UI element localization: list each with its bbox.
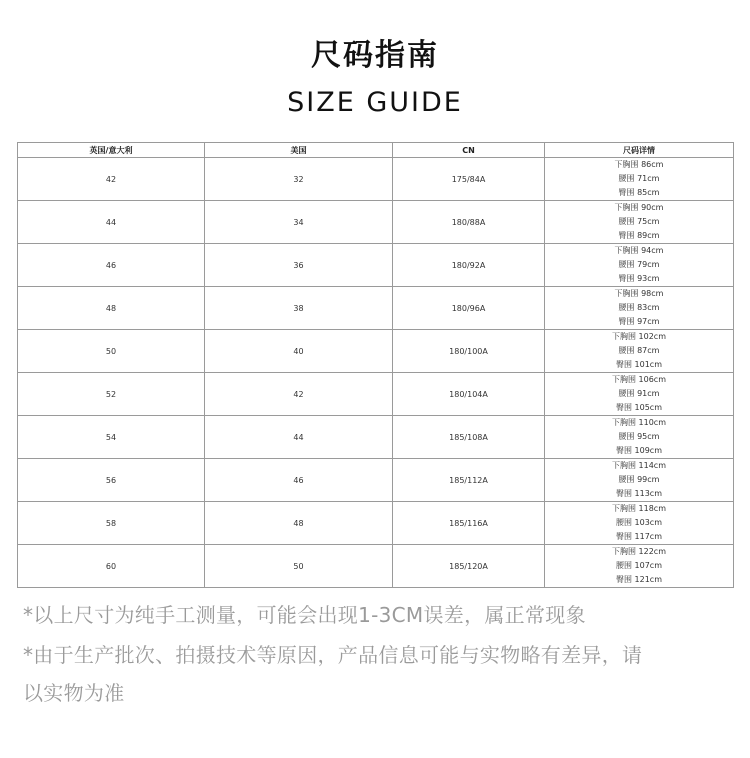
measurement-line: 臀围 121cm bbox=[615, 575, 662, 584]
table-row bbox=[18, 201, 734, 244]
measurement-line: 下胸围 118cm bbox=[611, 504, 666, 513]
cell-size-details bbox=[545, 545, 734, 588]
table-body bbox=[18, 158, 734, 588]
table-row bbox=[18, 158, 734, 201]
measurement-line: 腰围 83cm bbox=[618, 303, 660, 312]
note-product-variance: *由于生产批次、拍摄技术等原因，产品信息可能与实物略有差异，请 bbox=[23, 643, 643, 667]
cell-uk-it: 46 bbox=[18, 244, 205, 287]
measurement-line: 臀围 105cm bbox=[615, 403, 662, 412]
measurement-line: 下胸围 94cm bbox=[614, 246, 664, 255]
measurement-line: 下胸围 86cm bbox=[614, 160, 664, 169]
cell-cn: 180/88A bbox=[393, 201, 545, 244]
cell-cn: 180/100A bbox=[393, 330, 545, 373]
cell-uk-it: 44 bbox=[18, 201, 205, 244]
column-header-us: 美国 bbox=[205, 143, 393, 158]
measurement-line: 腰围 79cm bbox=[618, 260, 660, 269]
cell-uk-it: 54 bbox=[18, 416, 205, 459]
cell-cn: 185/116A bbox=[393, 502, 545, 545]
table-row bbox=[18, 373, 734, 416]
measurement-line: 下胸围 102cm bbox=[611, 332, 666, 341]
cell-uk-it: 56 bbox=[18, 459, 205, 502]
cell-uk-it: 58 bbox=[18, 502, 205, 545]
cell-uk-it: 60 bbox=[18, 545, 205, 588]
page-title-en: SIZE GUIDE bbox=[287, 87, 463, 118]
cell-size-details bbox=[545, 502, 734, 545]
measurement-line: 臀围 89cm bbox=[618, 231, 660, 240]
measurement-line: 腰围 87cm bbox=[618, 346, 660, 355]
cell-cn: 180/92A bbox=[393, 244, 545, 287]
measurement-line: 下胸围 90cm bbox=[614, 203, 664, 212]
cell-size-details bbox=[545, 373, 734, 416]
table-row bbox=[18, 459, 734, 502]
cell-us: 42 bbox=[205, 373, 393, 416]
column-header-cn: CN bbox=[393, 143, 545, 158]
measurement-line: 腰围 91cm bbox=[618, 389, 660, 398]
measurement-line: 下胸围 114cm bbox=[611, 461, 666, 470]
cell-size-details bbox=[545, 158, 734, 201]
measurement-line: 腰围 71cm bbox=[618, 174, 660, 183]
note-measurement-error: *以上尺寸为纯手工测量，可能会出现1-3CM误差，属正常现象 bbox=[23, 603, 586, 627]
column-header-uk-it: 英国/意大利 bbox=[18, 143, 205, 158]
measurement-line: 臀围 101cm bbox=[615, 360, 662, 369]
cell-size-details bbox=[545, 244, 734, 287]
cell-cn: 175/84A bbox=[393, 158, 545, 201]
measurement-line: 腰围 103cm bbox=[615, 518, 662, 527]
cell-uk-it: 42 bbox=[18, 158, 205, 201]
note-product-variance-continued: 以实物为准 bbox=[23, 681, 125, 705]
table-row bbox=[18, 287, 734, 330]
table-row bbox=[18, 330, 734, 373]
table-row bbox=[18, 244, 734, 287]
cell-size-details bbox=[545, 201, 734, 244]
measurement-line: 臀围 117cm bbox=[615, 532, 662, 541]
cell-cn: 185/108A bbox=[393, 416, 545, 459]
cell-size-details bbox=[545, 330, 734, 373]
measurement-line: 臀围 93cm bbox=[618, 274, 660, 283]
cell-us: 34 bbox=[205, 201, 393, 244]
table-row bbox=[18, 416, 734, 459]
cell-us: 46 bbox=[205, 459, 393, 502]
cell-uk-it: 50 bbox=[18, 330, 205, 373]
cell-uk-it: 48 bbox=[18, 287, 205, 330]
table-row bbox=[18, 502, 734, 545]
cell-cn: 180/104A bbox=[393, 373, 545, 416]
cell-cn: 180/96A bbox=[393, 287, 545, 330]
measurement-line: 腰围 107cm bbox=[615, 561, 662, 570]
cell-size-details bbox=[545, 459, 734, 502]
cell-us: 44 bbox=[205, 416, 393, 459]
table-row bbox=[18, 545, 734, 588]
cell-size-details bbox=[545, 416, 734, 459]
cell-us: 38 bbox=[205, 287, 393, 330]
measurement-line: 腰围 75cm bbox=[618, 217, 660, 226]
measurement-line: 下胸围 122cm bbox=[611, 547, 666, 556]
measurement-line: 下胸围 98cm bbox=[614, 289, 664, 298]
cell-us: 50 bbox=[205, 545, 393, 588]
cell-us: 48 bbox=[205, 502, 393, 545]
cell-uk-it: 52 bbox=[18, 373, 205, 416]
cell-cn: 185/112A bbox=[393, 459, 545, 502]
cell-us: 40 bbox=[205, 330, 393, 373]
size-guide-table bbox=[17, 142, 734, 588]
measurement-line: 臀围 109cm bbox=[615, 446, 662, 455]
measurement-line: 下胸围 106cm bbox=[611, 375, 666, 384]
column-header-details: 尺码详情 bbox=[545, 143, 734, 158]
measurement-line: 臀围 113cm bbox=[615, 489, 662, 498]
cell-size-details bbox=[545, 287, 734, 330]
cell-cn: 185/120A bbox=[393, 545, 545, 588]
measurement-line: 腰围 95cm bbox=[618, 432, 660, 441]
page-title-cn: 尺码指南 bbox=[311, 38, 439, 73]
measurement-line: 腰围 99cm bbox=[618, 475, 660, 484]
measurement-line: 下胸围 110cm bbox=[611, 418, 666, 427]
cell-us: 36 bbox=[205, 244, 393, 287]
measurement-line: 臀围 85cm bbox=[618, 188, 660, 197]
table-header-row bbox=[18, 143, 734, 158]
measurement-line: 臀围 97cm bbox=[618, 317, 660, 326]
cell-us: 32 bbox=[205, 158, 393, 201]
